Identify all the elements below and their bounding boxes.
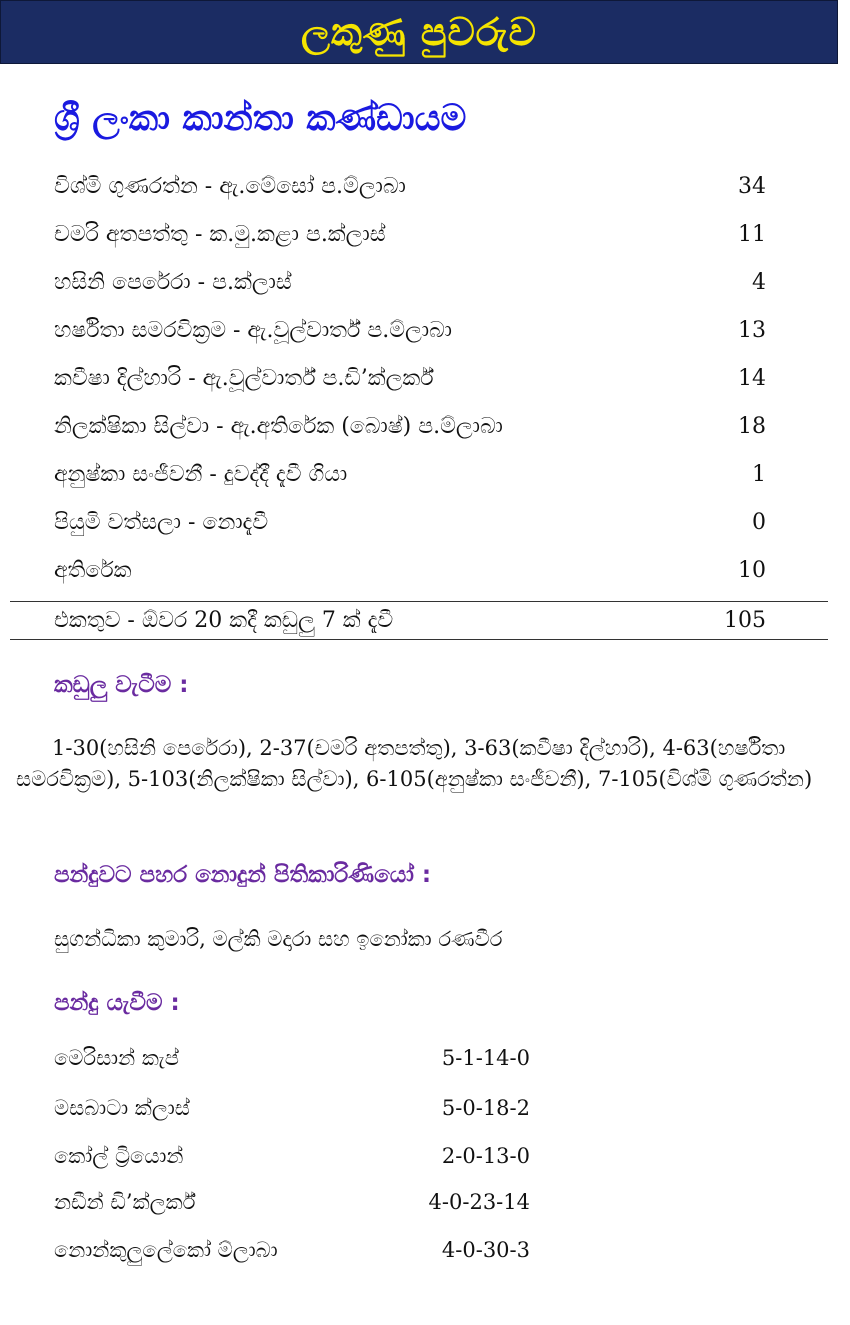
batter-runs: 1 [752,462,766,487]
bowling-row [54,1238,530,1274]
batting-row [54,270,766,306]
batting-row [54,462,766,498]
fall-of-wickets-text: 1-30(හසිනි පෙරේරා), 2-37(චමරි අතපත්තු), 3-63(කවීෂා දිල්හාරි), 4-63(හර්ෂිතා සමරවික්‍රම), 5-103(නිලක්ෂිකා සිල්වා), 6-105(අනුෂ්කා සංජීවනී), 7-105(විශ්මි ගුණරත්න) [16,736,813,791]
batter-name: චමරි අතපත්තු - ක.මු.කළා ප.ක්ලාස් [54,222,386,247]
bowling-heading: පන්දු යැවීම : [54,990,180,1016]
batting-row [54,510,766,546]
bowler-name: මසබාටා ක්ලාස් [54,1096,190,1120]
bowler-figures: 5-1-14-0 [441,1046,530,1070]
banner-title: ලකුණු පුවරුව [301,9,537,54]
total-top-rule [10,601,828,602]
bowler-name: නඩීන් ඩි’ක්ලර්ක් [54,1190,196,1214]
batter-name: හසිනි පෙරේරා - ප.ක්ලාස් [54,270,292,295]
bowler-figures: 2-0-13-0 [441,1144,530,1168]
bowling-row [54,1046,530,1082]
batter-runs: 34 [738,174,766,199]
batting-row [54,222,766,258]
batting-row [54,558,766,594]
header-banner [0,0,838,64]
batter-runs: 11 [738,222,766,247]
batter-runs: 10 [738,558,766,583]
bowler-name: මෙරිසාන් කැප් [54,1046,179,1070]
total-bottom-rule [10,639,828,640]
bowling-row [54,1190,530,1226]
batter-name: හර්ෂිතා සමරවික්‍රම - ඇ.වූල්වාර්ත් ප.ම්ලාබා [54,318,453,343]
did-not-bat-heading: පන්දුවට පහර නොදුන් පිතිකාරිණියෝ : [54,862,432,888]
batter-runs: 0 [752,510,766,535]
total-label: එකතුව - ඕවර 20 කදී කඩුලු 7 ක් දැවී [54,608,394,633]
team-title: ශ්‍රී ලංකා කාන්තා කණ්ඩායම [54,98,467,139]
batting-row [54,174,766,210]
bowling-row [54,1096,530,1132]
total-runs: 105 [724,608,766,633]
batter-name: අනුෂ්කා සංජීවනී - දුවද්දී දැවී ගියා [54,462,348,487]
batter-name: කවීෂා දිල්හාරි - ඇ.වූල්වාර්ත් ප.ඩි’ක්ලර්ක් [54,366,434,391]
bowling-row [54,1144,530,1180]
bowler-name: කෝල් ට්‍රියොන් [54,1144,184,1168]
batter-runs: 18 [738,414,766,439]
batter-runs: 13 [738,318,766,343]
batter-runs: 4 [752,270,766,295]
fall-of-wickets-heading: කඩුලු වැටීම : [54,672,189,698]
batter-name: පියුමි වත්සලා - නොදැවී [54,510,269,535]
bowler-figures: 4-0-23-14 [428,1190,530,1214]
batter-name: අතිරේක [54,558,132,583]
batter-name: විශ්මි ගුණරත්න - ඇ.මේසෝ ප.ම්ලාබා [54,174,406,199]
batting-row [54,318,766,354]
bowler-figures: 4-0-30-3 [441,1238,530,1262]
batting-row [54,414,766,450]
batter-runs: 14 [738,366,766,391]
bowler-name: නොන්කුලුලේකෝ ම්ලාබා [54,1238,278,1262]
did-not-bat-text: සුගන්ධිකා කුමාරි, මල්කි මදාරා සහ ඉනෝකා රණවීර [54,927,503,951]
batter-name: නිලක්ෂිකා සිල්වා - ඇ.අතිරේක (බොෂ්) ප.ම්ලාබා [54,414,503,439]
batting-row [54,366,766,402]
bowler-figures: 5-0-18-2 [441,1096,530,1120]
